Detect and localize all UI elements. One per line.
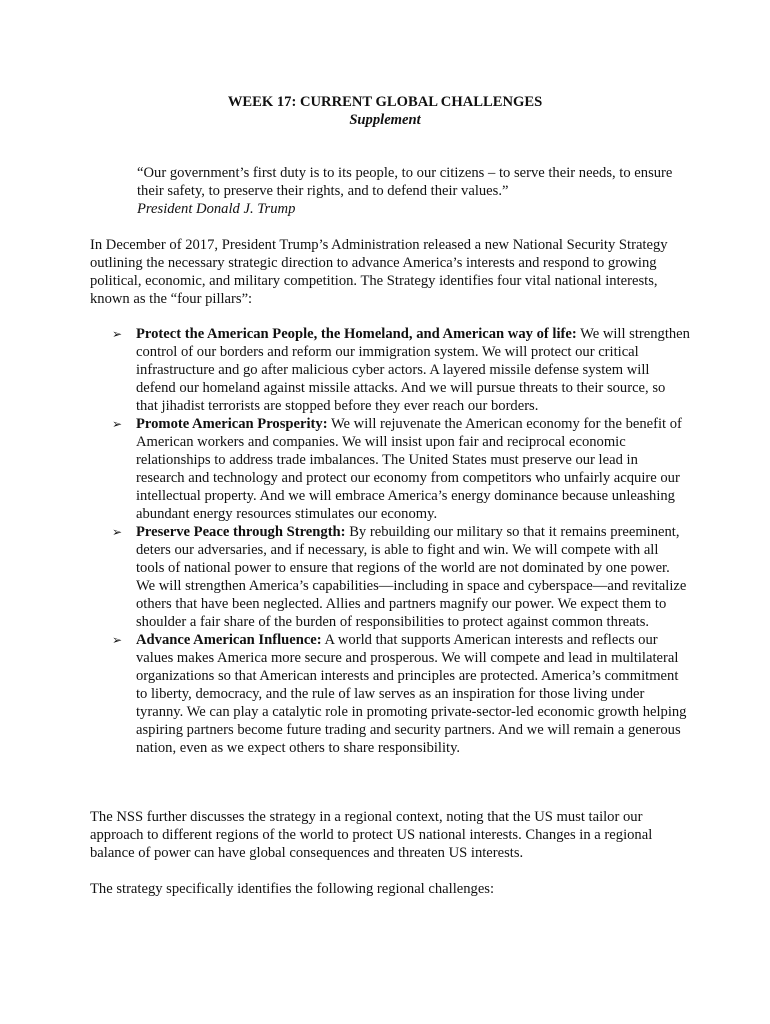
quote-attribution: President Donald J. Trump [137, 201, 296, 217]
pillar-item-peace [90, 523, 690, 631]
closing-paragraph: The strategy specifically identifies the following regional challenges: [90, 881, 495, 897]
pillar-body: By rebuilding our military so that it remains preeminent, deters our adversaries, and if necessary, is able to fight and win. We will compete with all tools of national power to ensure that regions of the world are not dominated by one power. We will strengthen America’s capabilities—including in space and cyberspace—and revitalize others that have been neglected. Allies and partners magnify our power. We expect them to shoulder a fair share of the burden of responsibilities to protect against common threats. [136, 524, 687, 630]
pillar-item-influence [90, 631, 690, 757]
pillar-heading: Advance American Influence: [136, 632, 322, 648]
pillar-item-prosperity [90, 415, 690, 523]
regional-paragraph: The NSS further discusses the strategy in a regional context, noting that the US must tailor our approach to different regions of the world to protect US national interests. Changes in a regional balance of power can have global consequences and threaten US interests. [90, 809, 653, 861]
title-block [0, 93, 770, 129]
pillar-item-protect [90, 325, 690, 415]
quote-text: “Our government’s first duty is to its people, to our citizens – to serve their needs, to ensure their safety, to preserve their rights, and to defend their values.” [137, 165, 673, 199]
pillar-heading: Preserve Peace through Strength: [136, 524, 346, 540]
arrow-bullet-icon: ➢ [112, 417, 123, 431]
pillars-list [90, 325, 690, 757]
page-subtitle: Supplement [349, 112, 421, 128]
page-title: WEEK 17: CURRENT GLOBAL CHALLENGES [227, 94, 543, 110]
pillar-body: We will rejuvenate the American economy for the benefit of American workers and companies. We will insist upon fair and reciprocal economic relationships to address trade imbalances. The United States must preserve our lead in research and technology and protect our economy from competitors who unfairly acquire our intellectual property. And we will embrace America’s energy dominance because unleashing abundant energy resources stimulates our economy. [136, 416, 682, 522]
pillar-body: A world that supports American interests and reflects our values makes America more secure and prosperous. We will compete and lead in multilateral organizations so that American interests and principles are protected. America’s commitment to liberty, democracy, and the rule of law serves as an inspiration for those living under tyranny. We can play a catalytic role in promoting private-sector-led economic growth helping aspiring partners become future trading and security partners. And we will remain a generous nation, even as we expect others to share responsibility. [136, 632, 687, 756]
arrow-bullet-icon: ➢ [112, 525, 123, 539]
arrow-bullet-icon: ➢ [112, 633, 123, 647]
pillar-heading: Promote American Prosperity: [136, 416, 328, 432]
pillar-body: We will strengthen control of our borders and reform our immigration system. We will protect our critical infrastructure and go after malicious cyber actors. A layered missile defense system will defend our homeland against missile attacks. And we will pursue threats to their source, so that jihadist terrorists are stopped before they ever reach our borders. [136, 326, 690, 414]
opening-quote [137, 164, 697, 218]
arrow-bullet-icon: ➢ [112, 327, 123, 341]
intro-paragraph: In December of 2017, President Trump’s Administration released a new National Security Strategy outlining the necessary strategic direction to advance America’s interests and respond to growing political, economic, and military competition. The Strategy identifies four vital national interests, known as the “four pillars”: [90, 237, 668, 307]
pillar-heading: Protect the American People, the Homeland, and American way of life: [136, 326, 577, 342]
